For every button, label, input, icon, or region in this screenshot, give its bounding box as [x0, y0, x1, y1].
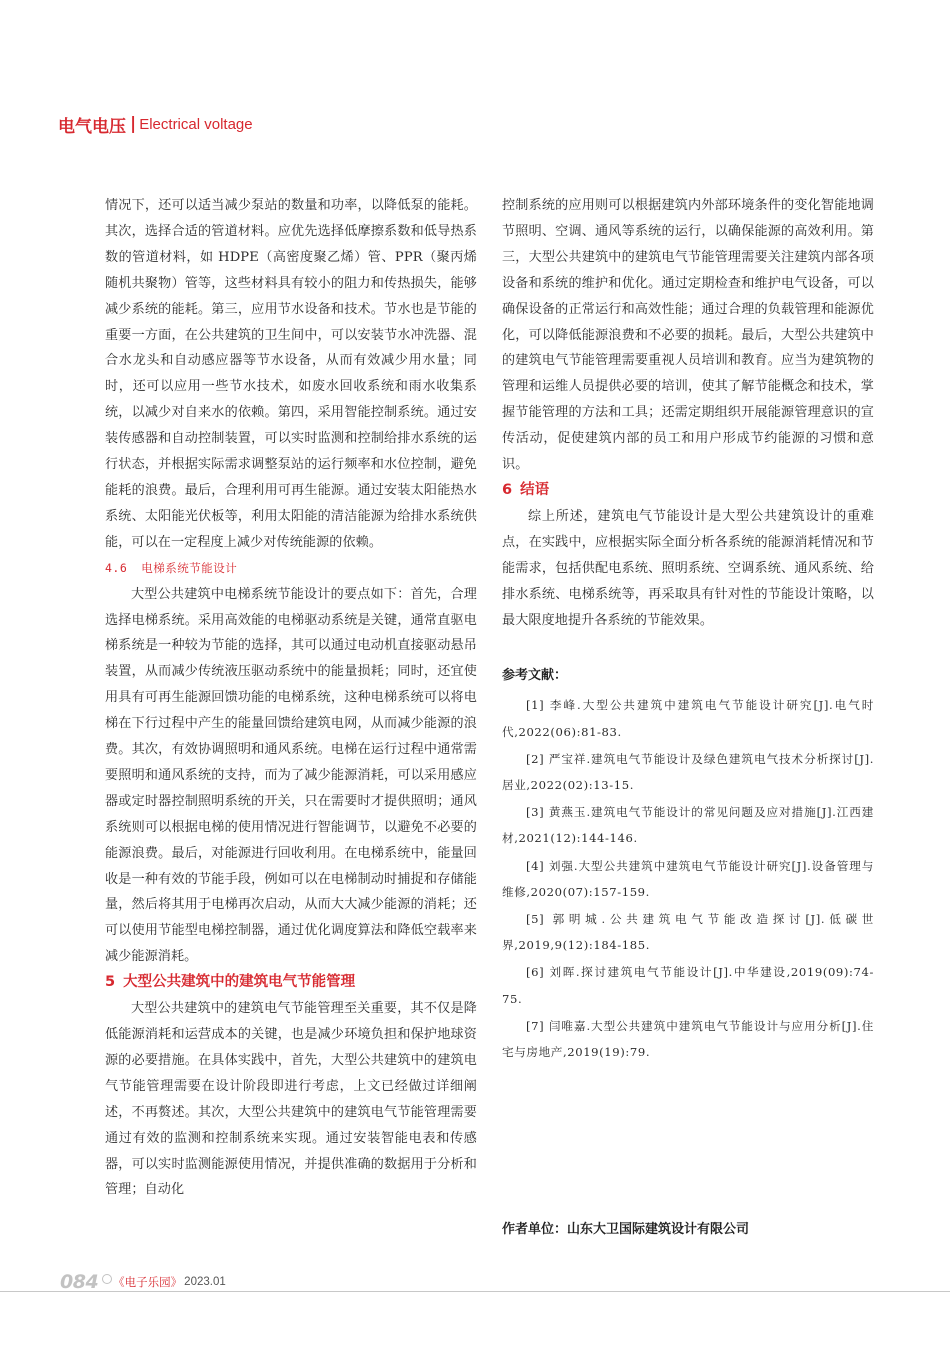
- reference-list: [502, 692, 874, 1065]
- running-header: [58, 112, 253, 136]
- section-heading-6: [502, 478, 874, 504]
- left-column: [105, 193, 477, 1203]
- section-title: 结语: [520, 481, 550, 498]
- reference-item: [1] 李峰.大型公共建筑中建筑电气节能设计研究[J].电气时代,2022(06):81-83.: [502, 698, 874, 739]
- paragraph: 情况下，还可以适当减少泵站的数量和功率，以降低泵的能耗。其次，选择合适的管道材料。应优先选择低摩擦系数和低导热系数的管道材料，如 HDPE（高密度聚乙烯）管、PPR（聚丙烯随机共聚物）管等，这些材料具有较小的阻力和传热损失，能够减少系统的能耗。第三，应用节水设备和技术。节水也是节能的重要一方面，在公共建筑的卫生间中，可以安装节水冲洗器、混合水龙头和自动感应器等节水设备，从而有效减少用水量；同时，还可以应用一些节水技术，如废水回收系统和雨水收集系统，以减少对自来水的依赖。第四，采用智能控制系统。通过安装传感器和自动控制装置，可以实时监测和控制给排水系统的运行状态，并根据实际需求调整泵站的运行频率和水位控制，避免能耗的浪费。最后，合理利用可再生能源。通过安装太阳能热水系统、太阳能光伏板等，利用太阳能的清洁能源为给排水系统供能，可以在一定程度上减少对传统能源的依赖。: [105, 198, 477, 550]
- author-affiliation: 作者单位：山东大卫国际建筑设计有限公司: [502, 1222, 750, 1237]
- reference-item: [2] 严宝祥.建筑电气节能设计及绿色建筑电气技术分析探讨[J].居业,2022(02):13-15.: [502, 751, 874, 793]
- section-heading-5: [105, 970, 477, 996]
- subsection-number: 4.6: [105, 560, 128, 575]
- subsection-title: 电梯系统节能设计: [141, 560, 238, 575]
- reference-item: [6] 刘晖.探讨建筑电气节能设计[J].中华建设,2019(09):74-75.: [502, 965, 874, 1006]
- right-column: [502, 193, 874, 1066]
- subsection-heading-4-6: [105, 556, 477, 582]
- section-name: 电气电压: [58, 116, 126, 137]
- reference-item: [4] 刘强.大型公共建筑中建筑电气节能设计研究[J].设备管理与维修,2020(07):157-159.: [502, 858, 874, 899]
- references-title: 参考文献：: [502, 668, 568, 684]
- paragraph: 大型公共建筑中的建筑电气节能管理至关重要，其不仅是降低能源消耗和运营成本的关键，也是减少环境负担和保护地球资源的必要措施。在具体实践中，首先，大型公共建筑中的建筑电气节能管理需要在设计阶段即进行考虑，上文已经做过详细阐述，不再赘述。其次，大型公共建筑中的建筑电气节能管理需要通过有效的监测和控制系统来实现。通过安装智能电表和传感器，可以实时监测能源使用情况，并提供准确的数据用于分析和管理；自动化: [105, 1001, 477, 1198]
- paragraph: 大型公共建筑中电梯系统节能设计的要点如下：首先，合理选择电梯系统。采用高效能的电梯驱动系统是关键，通常直驱电梯系统是一种较为节能的选择，其可以通过电动机直接驱动悬吊装置，从而减少传统液压驱动系统中的能量损耗；同时，还宜使用具有可再生能源回馈功能的电梯系统，这种电梯系统可以将电梯在下行过程中产生的能量回馈给建筑电网，从而减少能源的浪费。其次，有效协调照明和通风系统。电梯在运行过程中通常需要照明和通风系统的支持，而为了减少能源消耗，可以采用感应器或定时器控制照明系统的开关，只在需要时才提供照明；通风系统则可以根据电梯的使用情况进行智能调节，以避免不必要的能源浪费。最后，对能源进行回收利用。在电梯系统中，能量回收是一种有效的节能手段，例如可以在电梯制动时捕捉和存储能量，然后将其用于电梯再次启动，从而大大减少能源的消耗；还可以使用节能型电梯控制器，通过优化调度算法和降低空载率来减少能源消耗。: [105, 586, 477, 965]
- reference-item: [5] 郭明城.公共建筑电气节能改造探讨[J].低碳世界,2019,9(12):184-185.: [502, 912, 874, 953]
- circle-mark-icon: [102, 1274, 112, 1284]
- reference-item: [3] 黄燕玉.建筑电气节能设计的常见问题及应对措施[J].江西建材,2021(12):144-146.: [502, 805, 874, 846]
- reference-item: [7] 闫唯嘉.大型公共建筑中建筑电气节能设计与应用分析[J].住宅与房地产,2019(19):79.: [502, 1018, 874, 1060]
- section-number: 6: [502, 481, 513, 498]
- journal-name: 《电子乐园》: [113, 1275, 183, 1289]
- header-separator: |: [130, 114, 137, 134]
- issue-date: 2023.01: [184, 1276, 226, 1288]
- section-number: 5: [105, 974, 116, 991]
- page-footer: [60, 1270, 226, 1294]
- page-number: 084: [60, 1271, 99, 1293]
- section-title: 大型公共建筑中的建筑电气节能管理: [123, 974, 356, 991]
- paragraph: 控制系统的应用则可以根据建筑内外部环境条件的变化智能地调节照明、空调、通风等系统的运行，以确保能源的高效利用。第三，大型公共建筑中的建筑电气节能管理需要关注建筑内部各项设备和系统的维护和优化。通过定期检查和维护电气设备，可以确保设备的正常运行和高效性能；通过合理的负载管理和能源优化，可以降低能源浪费和不必要的损耗。最后，大型公共建筑中的建筑电气节能管理需要重视人员培训和教育。应当为建筑物的管理和运维人员提供必要的培训，使其了解节能概念和技术，掌握节能管理的方法和工具；还需定期组织开展能源管理意识的宣传活动，促使建筑内部的员工和用户形成节约能源的习惯和意识。: [502, 198, 874, 473]
- paragraph: 综上所述，建筑电气节能设计是大型公共建筑设计的重难点，在实践中，应根据实际全面分析各系统的能源消耗情况和节能需求，包括供配电系统、照明系统、空调系统、通风系统、给排水系统、电梯系统等，再采取具有针对性的节能设计策略，以最大限度地提升各系统的节能效果。: [502, 508, 874, 628]
- section-name-english: Electrical voltage: [139, 115, 253, 133]
